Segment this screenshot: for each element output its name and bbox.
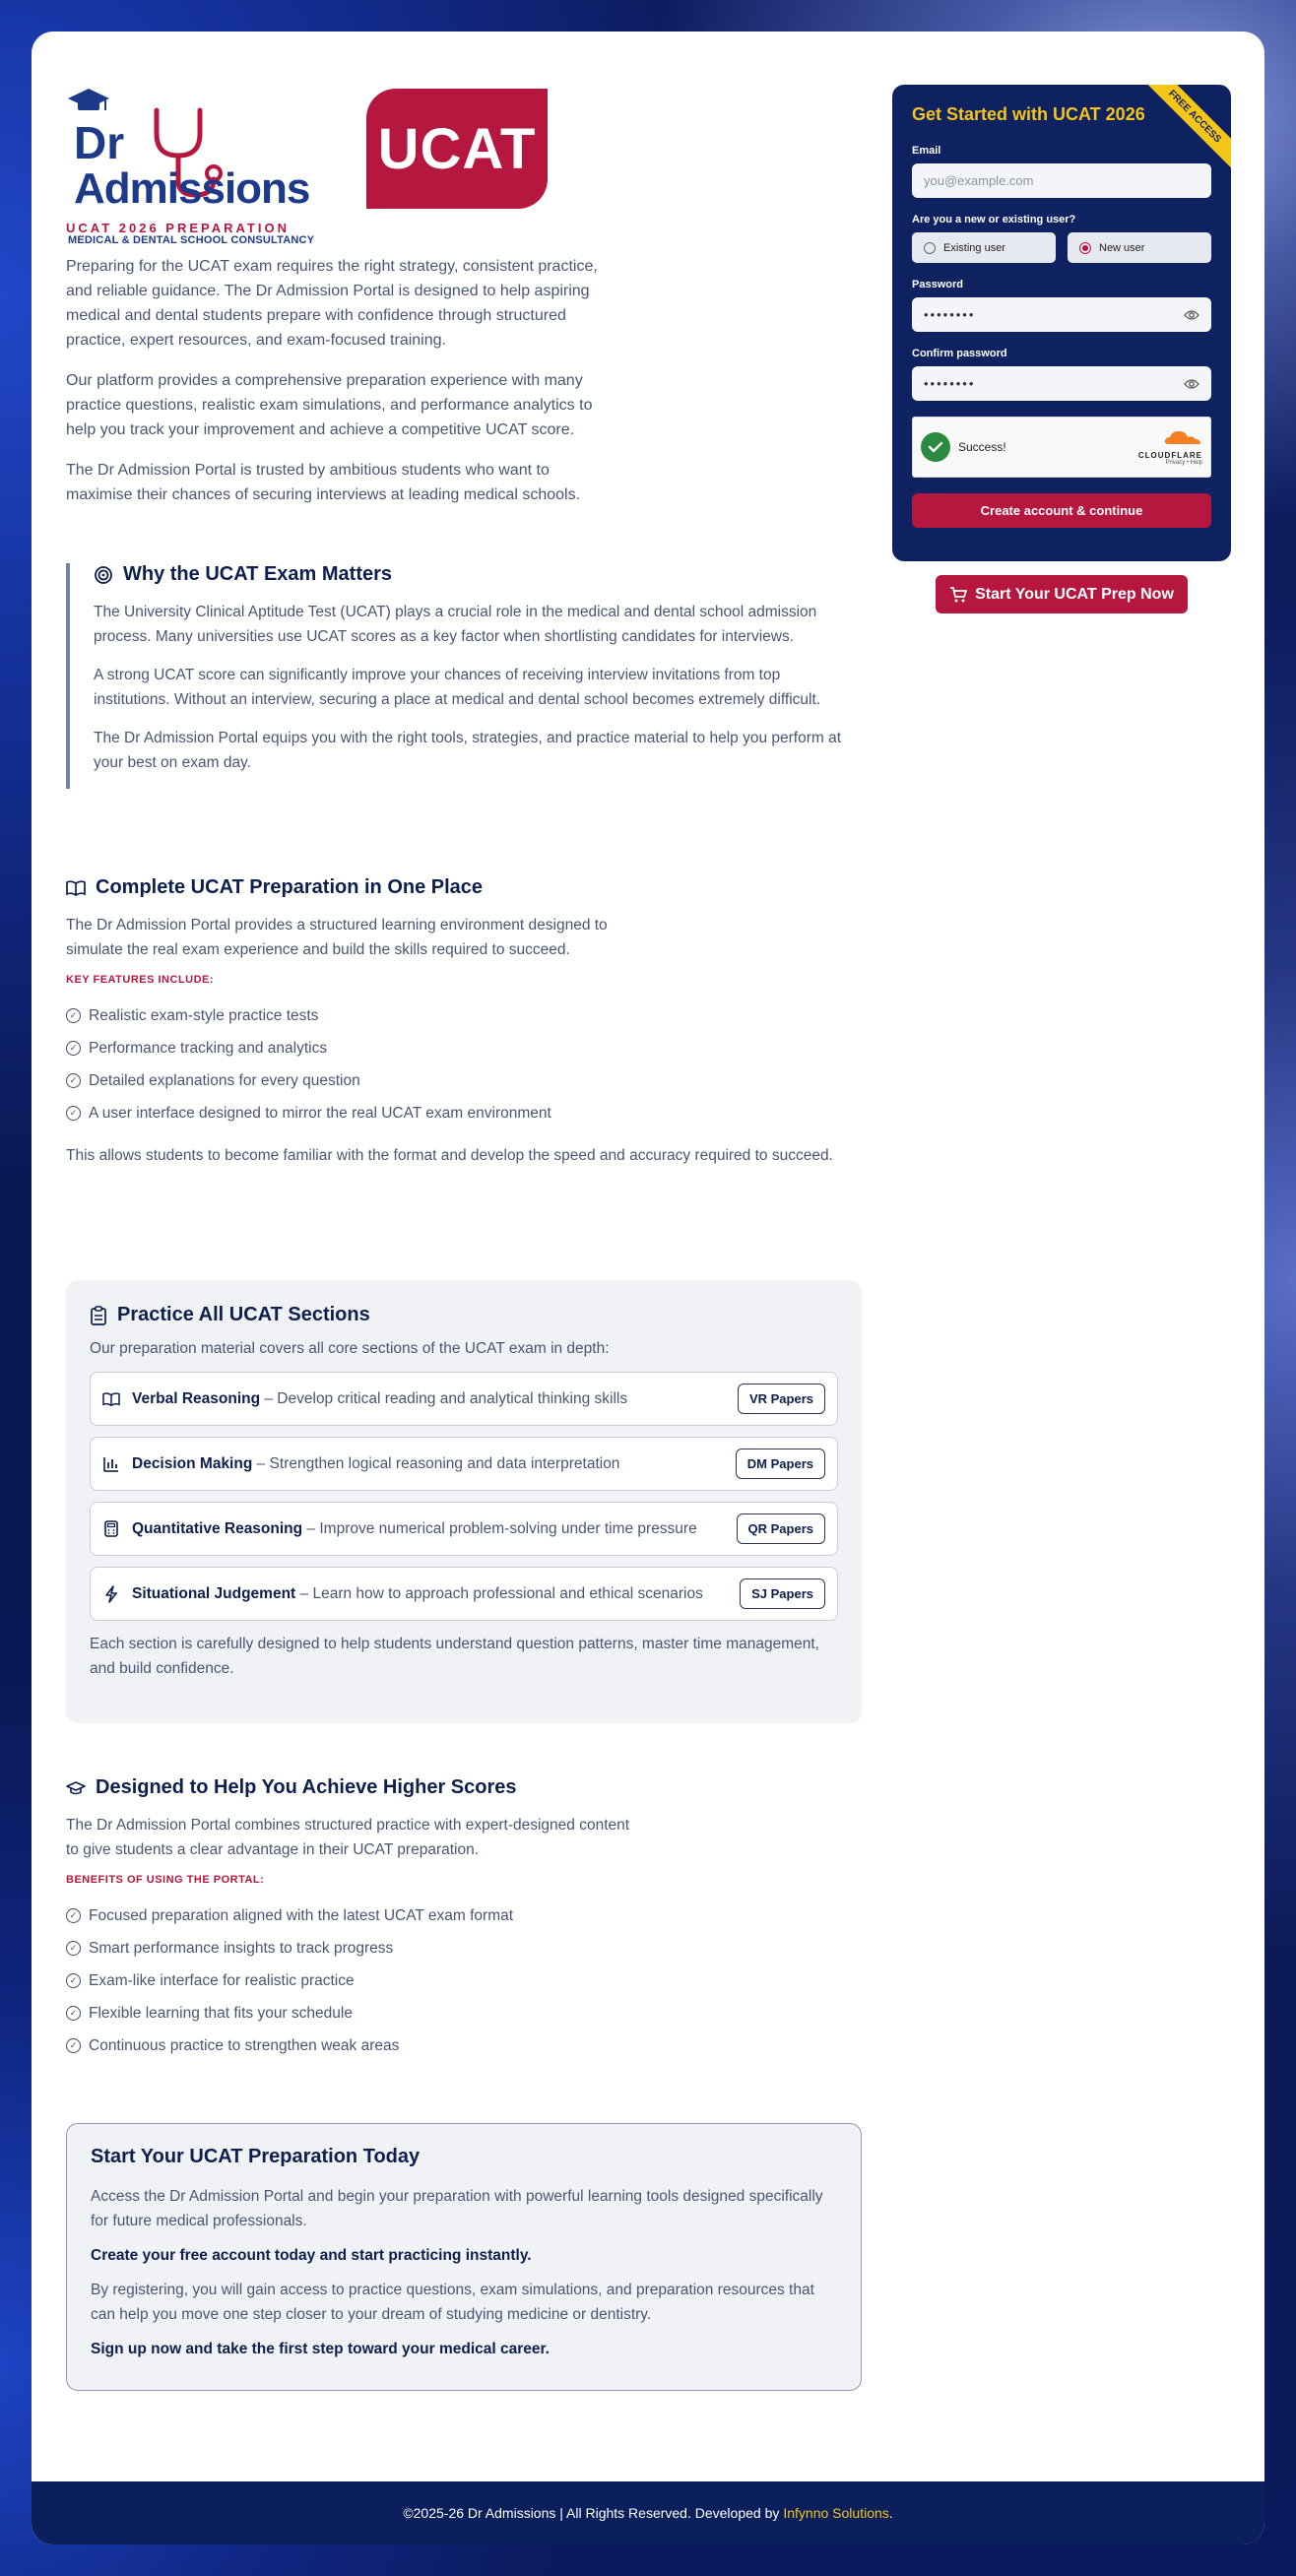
check-circle-icon: ✓ bbox=[66, 2006, 81, 2021]
section-heading bbox=[90, 1304, 838, 1326]
paragraph-strong: Sign up now and take the first step toward your medical career. bbox=[91, 2341, 550, 2357]
check-circle-icon: ✓ bbox=[66, 1908, 81, 1923]
book-open-icon bbox=[66, 879, 86, 897]
check-circle-icon: ✓ bbox=[66, 1973, 81, 1988]
confirm-password-value: •••••••• bbox=[924, 376, 976, 391]
book-open-icon bbox=[102, 1390, 120, 1408]
list-item: ✓ Performance tracking and analytics bbox=[66, 1032, 854, 1064]
list-item: ✓ Exam-like interface for realistic practice bbox=[66, 1964, 854, 1997]
section-row-decision-making bbox=[90, 1437, 838, 1491]
section-title: Why the UCAT Exam Matters bbox=[123, 563, 393, 585]
email-field[interactable] bbox=[912, 163, 1211, 198]
section-title: Complete UCAT Preparation in One Place bbox=[96, 876, 484, 898]
list-item: ✓ Continuous practice to strengthen weak areas bbox=[66, 2029, 854, 2062]
page-card bbox=[32, 32, 1264, 2544]
free-access-ribbon: FREE ACCESS bbox=[1135, 85, 1231, 176]
cta-box bbox=[66, 2123, 862, 2391]
graduation-cap-icon bbox=[66, 87, 111, 116]
captcha-status: Success! bbox=[958, 440, 1006, 454]
logo-admissions: Admissions bbox=[74, 164, 310, 213]
section-heading bbox=[94, 563, 844, 586]
complete-prep-section bbox=[66, 876, 854, 1168]
password-field[interactable] bbox=[912, 297, 1211, 332]
paragraph: The University Clinical Aptitude Test (UCAT) plays a crucial role in the medical and dental school admission process. Many universities use UCAT scores as a key factor when shortlisting candidates for interviews. bbox=[94, 604, 817, 645]
section-lead: The Dr Admission Portal provides a structured learning environment designed to simulate the real exam experience and build the skills required to succeed. bbox=[66, 917, 608, 958]
section-name: Decision Making bbox=[132, 1454, 253, 1472]
email-label: Email bbox=[912, 145, 941, 157]
check-circle-icon: ✓ bbox=[66, 1941, 81, 1956]
paragraph: Each section is carefully designed to help students understand question patterns, master time management, and build confidence. bbox=[90, 1636, 819, 1677]
section-desc: – Strengthen logical reasoning and data interpretation bbox=[252, 1454, 620, 1472]
confirm-password-field[interactable] bbox=[912, 366, 1211, 401]
eye-icon[interactable] bbox=[1184, 309, 1199, 321]
copyright-text: ©2025-26 Dr Admissions | All Rights Reserved. Developed by bbox=[403, 2505, 780, 2521]
check-circle-icon: ✓ bbox=[66, 1073, 81, 1088]
intro-paragraph: Our platform provides a comprehensive preparation experience with many practice questions, realistic exam simulations, and performance analytics to help you track your improvement and achieve a competitive UCAT score. bbox=[66, 372, 593, 438]
form-title: Get Started with UCAT 2026 bbox=[912, 104, 1145, 124]
intro-paragraph: The Dr Admission Portal is trusted by ambitious students who want to maximise their chances of securing interviews at leading medical schools. bbox=[66, 462, 581, 503]
cloudflare-logo: CLOUDFLARE Privacy • Help bbox=[1138, 428, 1202, 466]
paragraph-strong: Create your free account today and start practicing instantly. bbox=[91, 2247, 532, 2264]
developer-link[interactable]: Infynno Solutions bbox=[783, 2505, 889, 2521]
clipboard-icon bbox=[90, 1306, 107, 1325]
cart-icon bbox=[949, 587, 967, 603]
paragraph: This allows students to become familiar with the format and develop the speed and accuracy required to succeed. bbox=[66, 1147, 833, 1164]
section-name: Quantitative Reasoning bbox=[132, 1519, 303, 1537]
benefits-list bbox=[66, 1900, 854, 2062]
lightning-icon bbox=[102, 1585, 120, 1603]
check-icon bbox=[921, 432, 950, 462]
section-lead: Our preparation material covers all core sections of the UCAT exam in depth: bbox=[90, 1340, 610, 1357]
section-row-situational-judgement bbox=[90, 1567, 838, 1621]
password-value: •••••••• bbox=[924, 307, 976, 322]
section-name: Verbal Reasoning bbox=[132, 1389, 261, 1407]
radio-dot-selected bbox=[1079, 242, 1091, 254]
why-ucat-section bbox=[66, 563, 844, 789]
section-title: Designed to Help You Achieve Higher Scores bbox=[96, 1776, 517, 1798]
section-heading bbox=[66, 876, 854, 899]
target-icon bbox=[94, 565, 113, 585]
start-prep-label: Start Your UCAT Prep Now bbox=[975, 585, 1174, 603]
graduation-cap-icon bbox=[66, 1780, 86, 1796]
check-circle-icon: ✓ bbox=[66, 2038, 81, 2053]
ucat-logo: UCAT bbox=[366, 89, 548, 209]
cloud-icon bbox=[1163, 428, 1202, 446]
paragraph: By registering, you will gain access to practice questions, exam simulations, and preparation resources that can help you move one step closer to your dream of studying medicine or dentistry. bbox=[91, 2282, 814, 2323]
list-item: ✓ Flexible learning that fits your schedule bbox=[66, 1997, 854, 2029]
sj-papers-button[interactable]: SJ Papers bbox=[740, 1578, 825, 1609]
dm-papers-button[interactable]: DM Papers bbox=[736, 1449, 825, 1479]
intro-section bbox=[66, 254, 617, 523]
email-placeholder: you@example.com bbox=[924, 173, 1034, 188]
list-item: ✓ Focused preparation aligned with the latest UCAT exam format bbox=[66, 1900, 854, 1932]
logo-subtitle: MEDICAL & DENTAL SCHOOL CONSULTANCY bbox=[68, 234, 315, 246]
start-prep-button[interactable] bbox=[936, 575, 1188, 613]
paragraph: The Dr Admission Portal equips you with the right tools, strategies, and practice material to help you perform at your best on exam day. bbox=[94, 730, 842, 771]
confirm-password-label: Confirm password bbox=[912, 348, 1007, 359]
bar-chart-icon bbox=[102, 1455, 120, 1473]
dr-admissions-logo[interactable] bbox=[66, 87, 315, 246]
cta-title: Start Your UCAT Preparation Today bbox=[91, 2146, 421, 2167]
cloudflare-captcha[interactable] bbox=[912, 417, 1211, 478]
section-title: Practice All UCAT Sections bbox=[117, 1304, 370, 1325]
paragraph: A strong UCAT score can significantly improve your chances of receiving interview invitations from top institutions. Without an interview, securing a place at medical and dental school becomes extremely difficult. bbox=[94, 667, 821, 708]
section-desc: – Improve numerical problem-solving under time pressure bbox=[302, 1519, 697, 1537]
list-item: ✓ Realistic exam-style practice tests bbox=[66, 999, 854, 1032]
vr-papers-button[interactable]: VR Papers bbox=[738, 1384, 825, 1414]
section-desc: – Develop critical reading and analytical thinking skills bbox=[260, 1389, 628, 1407]
radio-dot bbox=[924, 242, 936, 254]
section-name: Situational Judgement bbox=[132, 1584, 296, 1602]
captcha-links[interactable]: Privacy • Help bbox=[1165, 460, 1202, 466]
section-lead: The Dr Admission Portal combines structured practice with expert-designed content to give students a clear advantage in their UCAT preparation. bbox=[66, 1817, 630, 1858]
intro-paragraph: Preparing for the UCAT exam requires the right strategy, consistent practice, and reliable guidance. The Dr Admission Portal is designed to help aspiring medical and dental students prepare with confidence through structured practice, expert resources, and exam-focused training. bbox=[66, 258, 598, 349]
section-row-verbal-reasoning bbox=[90, 1372, 838, 1426]
list-item: ✓ Smart performance insights to track progress bbox=[66, 1932, 854, 1964]
section-desc: – Learn how to approach professional and ethical scenarios bbox=[295, 1584, 703, 1602]
list-item: ✓ Detailed explanations for every question bbox=[66, 1064, 854, 1097]
user-type-group bbox=[912, 232, 1211, 263]
practice-sections-box bbox=[66, 1280, 862, 1723]
benefits-label: BENEFITS OF USING THE PORTAL: bbox=[66, 1874, 265, 1886]
user-type-label: Are you a new or existing user? bbox=[912, 214, 1076, 225]
section-row-quantitative-reasoning bbox=[90, 1502, 838, 1556]
section-heading bbox=[66, 1776, 854, 1799]
qr-papers-button[interactable]: QR Papers bbox=[737, 1513, 825, 1544]
calculator-icon bbox=[102, 1520, 120, 1538]
signup-form bbox=[892, 85, 1231, 561]
list-item: ✓ A user interface designed to mirror the real UCAT exam environment bbox=[66, 1097, 854, 1129]
eye-icon[interactable] bbox=[1184, 378, 1199, 390]
create-account-button[interactable]: Create account & continue bbox=[912, 493, 1211, 528]
existing-user-radio[interactable]: Existing user bbox=[912, 232, 1056, 263]
logo-dr: Dr bbox=[74, 117, 125, 168]
new-user-radio[interactable]: New user bbox=[1068, 232, 1211, 263]
designed-section bbox=[66, 1776, 854, 2062]
password-label: Password bbox=[912, 279, 963, 290]
check-circle-icon: ✓ bbox=[66, 1041, 81, 1056]
footer: ©2025-26 Dr Admissions | All Rights Reserved. Developed by Infynno Solutions . bbox=[32, 2481, 1264, 2544]
features-list bbox=[66, 999, 854, 1129]
features-label: KEY FEATURES INCLUDE: bbox=[66, 974, 215, 986]
tagline: UCAT 2026 PREPARATION bbox=[66, 221, 290, 235]
check-circle-icon: ✓ bbox=[66, 1106, 81, 1121]
paragraph: Access the Dr Admission Portal and begin your preparation with powerful learning tools designed specifically for future medical professionals. bbox=[91, 2188, 823, 2229]
check-circle-icon: ✓ bbox=[66, 1008, 81, 1023]
